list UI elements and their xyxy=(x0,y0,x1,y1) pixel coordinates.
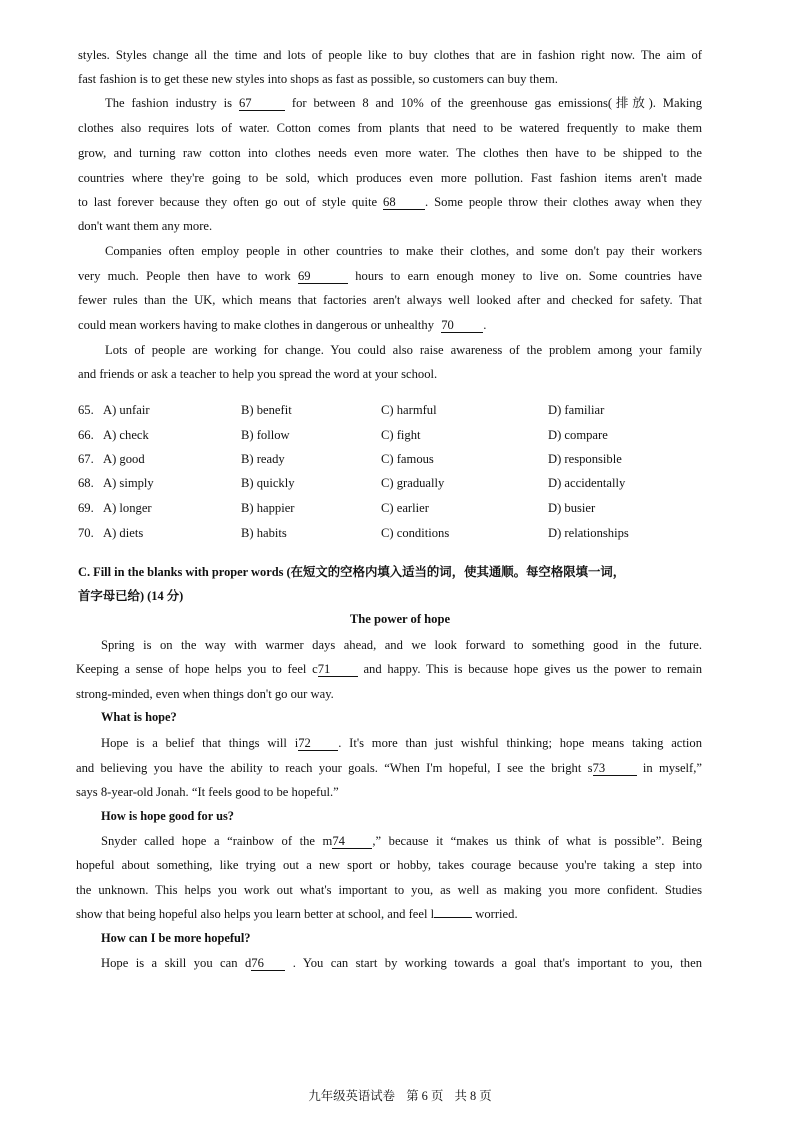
option-b: B) follow xyxy=(241,428,290,442)
paragraph-line: Snyder called hope a “rainbow of the m74 ,” because it “makes us think of what is possible”. Being xyxy=(101,834,702,848)
paragraph-line: and friends or ask a teacher to help you spread the word at your school. xyxy=(78,367,438,381)
option-a: A) longer xyxy=(103,501,152,515)
blank-70: 70 xyxy=(441,318,483,333)
option-a: A) good xyxy=(103,452,145,466)
question-number: 65. xyxy=(78,403,94,417)
paragraph-line: Spring is on the way with warmer days ahead, and we look forward to something good in the future. xyxy=(101,638,702,652)
paragraph-line: strong-minded, even when things don't go our way. xyxy=(76,687,334,701)
paragraph-line: very much. People then have to work 69 hours to earn enough money to live on. Some countries have xyxy=(78,269,702,283)
option-b: B) quickly xyxy=(241,476,295,490)
paragraph-line: grow, and turning raw cotton into clothes needs even more water. The clothes then have to be shipped to the xyxy=(78,146,702,160)
paragraph-line: show that being hopeful also helps you learn better at school, and feel l worried. xyxy=(76,907,518,921)
paragraph-line: fast fashion is to get these new styles into shops as fast as possible, so customers can buy them. xyxy=(78,72,558,86)
blank-69: 69 xyxy=(298,269,348,284)
paragraph-line: The fashion industry is 67 for between 8 and 10% of the greenhouse gas emissions(排放). Making xyxy=(105,96,702,110)
subheading: What is hope? xyxy=(101,710,177,724)
blank-72: 72 xyxy=(298,736,338,751)
option-b: B) benefit xyxy=(241,403,292,417)
page-number: 第 6 页 xyxy=(406,1089,444,1103)
passage-title: The power of hope xyxy=(349,612,451,626)
blank-76: 76 xyxy=(251,956,285,971)
exam-name: 九年级英语试卷 xyxy=(308,1089,396,1103)
subheading: How is hope good for us? xyxy=(101,809,234,823)
blank-74: 74 xyxy=(332,834,372,849)
option-c: C) fight xyxy=(381,428,421,442)
paragraph-line: Companies often employ people in other countries to make their clothes, and some don't pay their workers xyxy=(105,244,702,258)
option-c: C) conditions xyxy=(381,526,450,540)
paragraph-line: could mean workers having to make clothes in dangerous or unhealthy 70 . xyxy=(78,318,487,332)
question-number: 68. xyxy=(78,476,94,490)
option-d: D) responsible xyxy=(548,452,622,466)
option-d: D) busier xyxy=(548,501,596,515)
paragraph-line: to last forever because they often go out of style quite 68 . Some people throw their clothes away when they xyxy=(78,195,702,209)
paragraph-line: styles. Styles change all the time and lots of people like to buy clothes that are in fashion right now. The aim of xyxy=(78,48,702,62)
option-c: C) harmful xyxy=(381,403,437,417)
option-a: A) diets xyxy=(103,526,144,540)
paragraph-line: clothes also requires lots of water. Cotton comes from plants that need to be watered frequently to make them xyxy=(78,121,702,135)
option-b: B) happier xyxy=(241,501,295,515)
option-c: C) gradually xyxy=(381,476,445,490)
paragraph-line: hopeful about something, like trying out a new sport or hobby, takes courage because you're taking a step into xyxy=(76,858,702,872)
blank-75 xyxy=(434,917,472,918)
option-b: B) habits xyxy=(241,526,287,540)
question-number: 66. xyxy=(78,428,94,442)
option-c: C) famous xyxy=(381,452,434,466)
option-d: D) compare xyxy=(548,428,608,442)
paragraph-line: Hope is a belief that things will i72 . It's more than just wishful thinking; hope means taking action xyxy=(101,736,702,750)
paragraph-line: countries where they're going to be sold, which produces even more pollution. Fast fashion items aren't made xyxy=(78,171,702,185)
blank-71: 71 xyxy=(318,662,358,677)
paragraph-line: Lots of people are working for change. You could also raise awareness of the problem among your family xyxy=(105,343,702,357)
section-heading: C. Fill in the blanks with proper words (在短文的空格内填入适当的词，使其通顺。每空格限填一词， xyxy=(78,565,626,579)
paragraph-line: says 8-year-old Jonah. “It feels good to be hopeful.” xyxy=(76,785,339,799)
question-number: 70. xyxy=(78,526,94,540)
paragraph-line: Keeping a sense of hope helps you to feel c71 and happy. This is because hope gives us the power to remain xyxy=(76,662,702,676)
subheading: How can I be more hopeful? xyxy=(101,931,251,945)
paragraph-line: and believing you have the ability to reach your goals. “When I'm hopeful, I see the bright s73 in myself,” xyxy=(76,761,702,775)
blank-68: 68 xyxy=(383,195,425,210)
paragraph-line: don't want them any more. xyxy=(78,219,213,233)
page-footer xyxy=(0,1086,800,1104)
option-d: D) familiar xyxy=(548,403,605,417)
option-a: A) unfair xyxy=(103,403,150,417)
question-number: 67. xyxy=(78,452,94,466)
option-d: D) relationships xyxy=(548,526,629,540)
option-c: C) earlier xyxy=(381,501,429,515)
option-a: A) simply xyxy=(103,476,154,490)
option-b: B) ready xyxy=(241,452,285,466)
paragraph-line: the unknown. This helps you work out what's important to you, as well as making you more confident. Studies xyxy=(76,883,702,897)
paragraph-line: Hope is a skill you can d76 . You can start by working towards a goal that's important to you, then xyxy=(101,956,702,970)
page-total: 共 8 页 xyxy=(454,1089,492,1103)
option-d: D) accidentally xyxy=(548,476,626,490)
blank-73: 73 xyxy=(593,761,637,776)
blank-67: 67 xyxy=(239,96,285,111)
paragraph-line: fewer rules than the UK, which means that factories aren't always well looked after and checked for safety. That xyxy=(78,293,702,307)
question-number: 69. xyxy=(78,501,94,515)
option-a: A) check xyxy=(103,428,149,442)
section-heading-cont: 首字母已给) (14 分) xyxy=(78,589,184,603)
